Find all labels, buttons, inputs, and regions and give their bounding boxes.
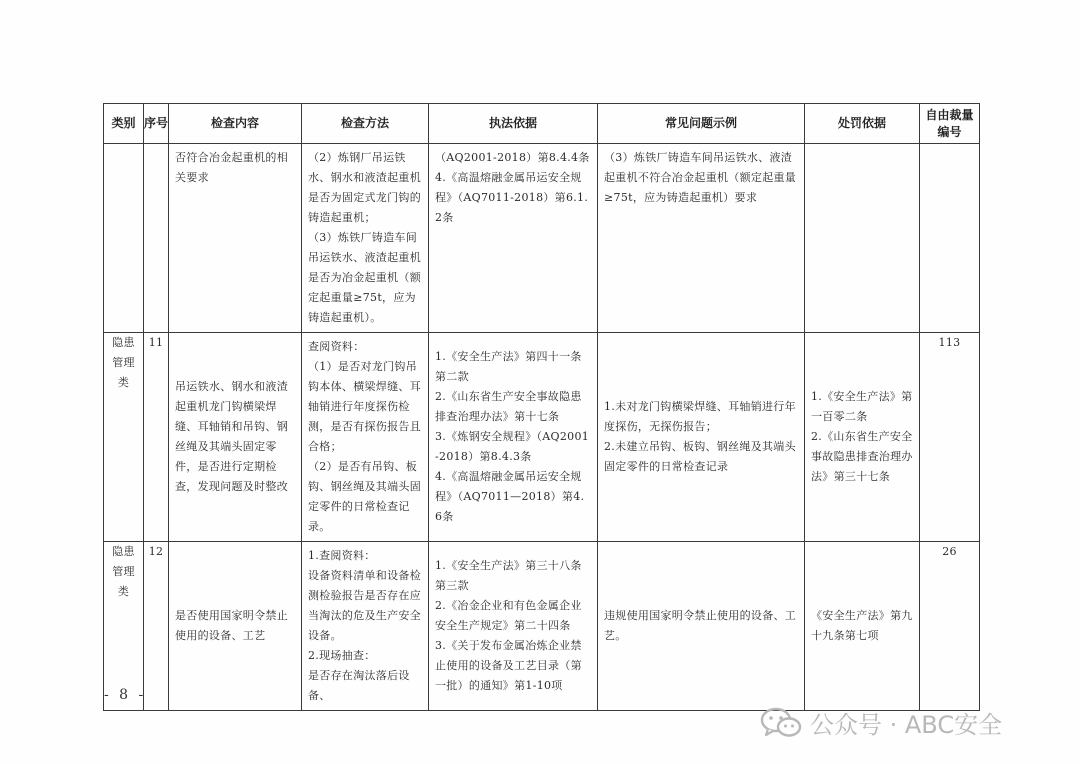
table-row bbox=[104, 333, 980, 542]
method-cell: 1.查阅资料： 设备资料清单和设备检测检验报告是否存在应当淘汰的危及生产安全设备。 2.现场抽查： 是否存在淘汰落后设备、 bbox=[302, 542, 429, 711]
header-problems: 常见问题示例 bbox=[598, 104, 805, 144]
code-cell bbox=[920, 144, 980, 333]
content-cell: 是否使用国家明令禁止使用的设备、工艺 bbox=[169, 542, 302, 711]
code-cell: 113 bbox=[920, 333, 980, 542]
content-cell: 否符合冶金起重机的相关要求 bbox=[169, 144, 302, 333]
table-row bbox=[104, 542, 980, 711]
penalty-cell: 1.《安全生产法》第一百零二条 2.《山东省生产安全事故隐患排查治理办法》第三十七条 bbox=[805, 333, 920, 542]
header-content: 检查内容 bbox=[169, 104, 302, 144]
watermark bbox=[760, 705, 1002, 740]
category-cell: 隐患管理类 bbox=[104, 333, 144, 542]
content-cell: 吊运铁水、钢水和液渣起重机龙门钩横梁焊缝、耳轴销和吊钩、钢丝绳及其端头固定零件，是否进行定期检查，发现问题及时整改 bbox=[169, 333, 302, 542]
header-method: 检查方法 bbox=[302, 104, 429, 144]
watermark-text: 公众号 · ABC安全 bbox=[810, 711, 1003, 739]
table-header-row bbox=[104, 104, 980, 144]
basis-cell: （AQ2001-2018）第8.4.4条 4.《高温熔融金属吊运安全规程》（AQ7011-2018）第6.1.2条 bbox=[429, 144, 598, 333]
problems-cell: 违规使用国家明令禁止使用的设备、工艺。 bbox=[598, 542, 805, 711]
method-cell: （2）炼钢厂吊运铁水、钢水和液渣起重机是否为固定式龙门钩的铸造起重机； （3）炼铁厂铸造车间吊运铁水、液渣起重机是否为冶金起重机（额定起重量≥75t，应为铸造起重机）。 bbox=[302, 144, 429, 333]
inspection-table bbox=[103, 103, 980, 711]
problems-cell: 1.未对龙门钩横梁焊缝、耳轴销进行年度探伤，无探伤报告； 2.未建立吊钩、板钩、钢丝绳及其端头固定零件的日常检查记录 bbox=[598, 333, 805, 542]
header-basis: 执法依据 bbox=[429, 104, 598, 144]
no-cell bbox=[144, 144, 169, 333]
category-cell bbox=[104, 144, 144, 333]
method-cell: 查阅资料： （1）是否对龙门钩吊钩本体、横梁焊缝、耳轴销进行年度探伤检测，是否有探伤报告且合格； （2）是否有吊钩、板钩、钢丝绳及其端头固定零件的日常检查记录。 bbox=[302, 333, 429, 542]
basis-cell: 1.《安全生产法》第四十一条第二款 2.《山东省生产安全事故隐患排查治理办法》第十七条 3.《炼钢安全规程》（AQ2001-2018）第8.4.3条 4.《高温熔融金属吊运安全规程》（AQ7011—2018）第4.6条 bbox=[429, 333, 598, 542]
category-cell: 隐患管理类 bbox=[104, 542, 144, 711]
header-code: 自由裁量编号 bbox=[920, 104, 980, 144]
no-cell: 12 bbox=[144, 542, 169, 711]
no-cell: 11 bbox=[144, 333, 169, 542]
code-cell: 26 bbox=[920, 542, 980, 711]
header-category: 类别 bbox=[104, 104, 144, 144]
problems-cell: （3）炼铁厂铸造车间吊运铁水、液渣起重机不符合冶金起重机（额定起重量≥75t，应为铸造起重机）要求 bbox=[598, 144, 805, 333]
penalty-cell bbox=[805, 144, 920, 333]
table-row bbox=[104, 144, 980, 333]
wechat-icon bbox=[760, 707, 802, 739]
header-penalty: 处罚依据 bbox=[805, 104, 920, 144]
penalty-cell: 《安全生产法》第九十九条第七项 bbox=[805, 542, 920, 711]
page-number: - 8 - bbox=[104, 687, 147, 703]
basis-cell: 1.《安全生产法》第三十八条第三款 2.《冶金企业和有色金属企业安全生产规定》第二十四条 3.《关于发布金属冶炼企业禁止使用的设备及工艺目录（第一批）的通知》第1-10项 bbox=[429, 542, 598, 711]
header-no: 序号 bbox=[144, 104, 169, 144]
